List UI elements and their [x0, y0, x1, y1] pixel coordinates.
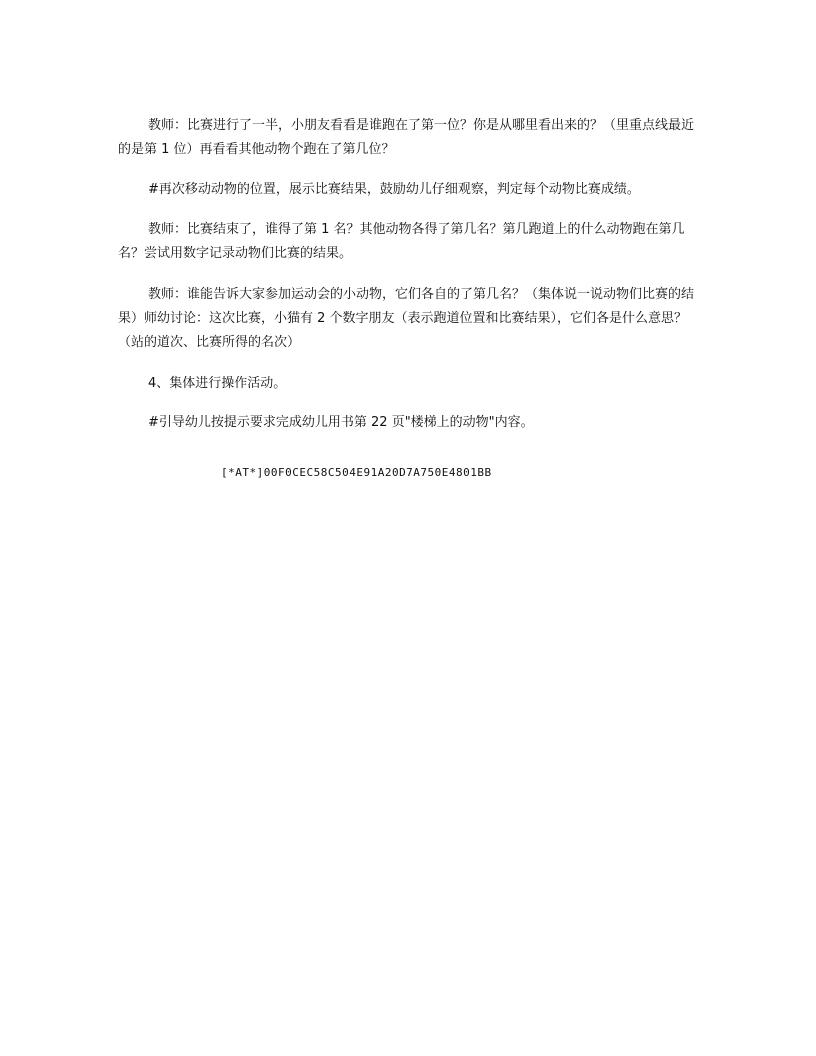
paragraph-move-animals-result: [118, 178, 703, 202]
paragraph-teacher-race-finished: [118, 218, 703, 266]
paragraph-text: 教师：比赛结束了，谁得了第 1 名？其他动物各得了第几名？第几跑道上的什么动物跑在第几名？尝试用数字记录动物们比赛的结果。: [118, 222, 685, 261]
paragraph-teacher-halfway-question: [118, 114, 703, 162]
paragraph-teacher-discussion: [118, 283, 703, 355]
paragraph-text: #再次移动动物的位置，展示比赛结果，鼓励幼儿仔细观察，判定每个动物比赛成绩。: [148, 182, 640, 197]
document-code-identifier: [*AT*]00F0CEC58C504E91A20D7A750E4801BB: [221, 466, 492, 479]
paragraph-text: 教师：谁能告诉大家参加运动会的小动物，它们各自的了第几名？（集体说一说动物们比赛的结果）师幼讨论：这次比赛，小猫有 2 个数字朋友（表示跑道位置和比赛结果），它们各是什么意思？（站的道次、比赛所得的名次）: [118, 287, 695, 350]
paragraph-text: 教师：比赛进行了一半，小朋友看看是谁跑在了第一位？你是从哪里看出来的？（里重点线最近的是第 1 位）再看看其他动物个跑在了第几位？: [118, 118, 695, 157]
paragraph-text: #引导幼儿按提示要求完成幼儿用书第 22 页"楼梯上的动物"内容。: [148, 415, 534, 430]
paragraph-text: 4、集体进行操作活动。: [148, 376, 287, 391]
paragraph-guide-children-book: [118, 411, 703, 435]
paragraph-group-activity: [118, 372, 703, 396]
